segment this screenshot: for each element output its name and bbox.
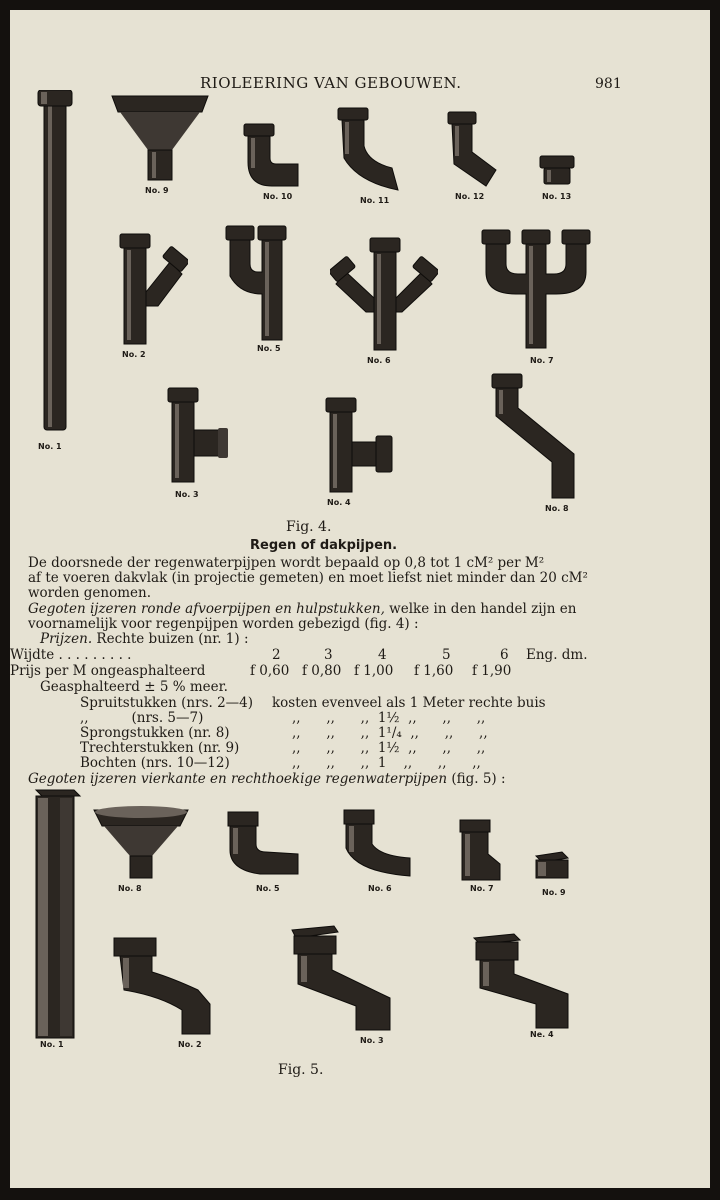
cast-pipes-line2: voornamelijk voor regenpijpen worden gebezigd (fig. 4) : (28, 616, 419, 632)
width-value: 2 (272, 647, 281, 663)
fig4-label-no1: No. 1 (38, 442, 62, 451)
tee-fitting-illustration (164, 386, 230, 486)
fig5-label-no7: No. 7 (470, 884, 494, 893)
cast-pipes-italic: Gegoten ijzeren ronde afvoerpijpen en hulpstukken, (28, 601, 385, 617)
width-value: 5 (442, 647, 451, 663)
fig5-label-no8: No. 8 (118, 884, 142, 893)
square-bend-illustration (336, 808, 418, 880)
fittings-list (80, 696, 700, 771)
width-label: Wijdte . . . . . . . . . (10, 647, 132, 663)
width-row (10, 648, 710, 664)
book-page (10, 10, 710, 1188)
fig5-label-no3: No. 3 (360, 1036, 384, 1045)
price-label: Prijs per M ongeasphalteerd (10, 663, 206, 679)
fig4-label-no2: No. 2 (122, 350, 146, 359)
fitting-price: ,, ,, ,, 1½ ,, ,, ,, (292, 710, 486, 726)
width-unit: Eng. dm. (526, 647, 588, 663)
square-pipe-illustration (30, 786, 86, 1042)
intro-line: De doorsnede der regenwaterpijpen wordt bepaald op 0,8 tot 1 cM² per M² (28, 555, 545, 571)
funnel-hopper-illustration (110, 94, 210, 184)
page-number: 981 (595, 76, 622, 92)
width-value: 3 (324, 647, 333, 663)
branch-fitting-illustration (108, 232, 188, 348)
fig4-label-no5: No. 5 (257, 344, 281, 353)
asphalt-note: Geasphalteerd ± 5 % meer. (40, 679, 228, 695)
fig4-label-no10: No. 10 (263, 192, 293, 201)
tee-fitting-illustration (322, 396, 394, 496)
section-heading: Regen of dakpijpen. (250, 538, 398, 553)
square-offset-illustration (110, 934, 214, 1038)
intro-line: worden genomen. (28, 585, 151, 601)
fittings-row (80, 756, 700, 771)
fittings-row (80, 726, 700, 741)
running-header: RIOLEERING VAN GEBOUWEN. (200, 74, 462, 92)
prices-label: Prijzen. (40, 631, 93, 647)
price-row (10, 664, 710, 680)
fitting-name: Spruitstukken (nrs. 2—4) (80, 695, 254, 711)
fitting-name: Bochten (nrs. 10—12) (80, 755, 230, 771)
square-bend-illustration (454, 818, 506, 884)
pipe-straight-illustration (32, 90, 78, 440)
fig4-label-no3: No. 3 (175, 490, 199, 499)
fig4-label-no13: No. 13 (542, 192, 572, 201)
y-branch-illustration (330, 236, 438, 354)
fig5-label-no1: No. 1 (40, 1040, 64, 1049)
bend-illustration (236, 122, 300, 190)
prices-label-rest: Rechte buizen (nr. 1) : (92, 631, 249, 647)
fig4-label-no9: No. 9 (145, 186, 169, 195)
fitting-name: ,, (nrs. 5—7) (80, 710, 204, 726)
offset-pipe-illustration (488, 372, 584, 502)
figure-5-caption: Fig. 5. (278, 1062, 324, 1078)
square-pipes-rest: (fig. 5) : (447, 771, 506, 787)
cast-pipes-paragraph (28, 602, 576, 647)
fitting-price: kosten evenveel als 1 Meter rechte buis (272, 695, 546, 711)
cast-pipes-rest: welke in den handel zijn en (384, 601, 577, 617)
fittings-row (80, 696, 700, 711)
double-branch-illustration (224, 224, 290, 344)
bend-illustration (444, 110, 504, 190)
fig4-label-no8: No. 8 (545, 504, 569, 513)
fig5-label-no9: No. 9 (542, 888, 566, 897)
fig4-label-no7: No. 7 (530, 356, 554, 365)
fig4-label-no4: No. 4 (327, 498, 351, 507)
square-bend-illustration (220, 810, 302, 878)
fitting-name: Trechterstukken (nr. 9) (80, 740, 240, 756)
fig5-label-no2: No. 2 (178, 1040, 202, 1049)
figure-4-caption: Fig. 4. (286, 519, 332, 535)
price-value: f 0,60 (250, 663, 290, 679)
rectangular-offset-illustration (286, 922, 398, 1034)
fittings-row (80, 711, 700, 726)
rectangular-offset-illustration (464, 930, 576, 1032)
fig4-label-no12: No. 12 (455, 192, 485, 201)
width-value: 6 (500, 647, 509, 663)
fitting-name: Sprongstukken (nr. 8) (80, 725, 230, 741)
fig4-label-no6: No. 6 (367, 356, 391, 365)
intro-paragraph (28, 556, 588, 601)
price-value: f 1,60 (414, 663, 454, 679)
fig4-label-no11: No. 11 (360, 196, 390, 205)
price-value: f 0,80 (302, 663, 342, 679)
fig5-label-no5: No. 5 (256, 884, 280, 893)
triple-branch-illustration (480, 228, 592, 354)
square-socket-illustration (532, 850, 572, 882)
price-value: f 1,90 (472, 663, 512, 679)
square-pipes-italic: Gegoten ijzeren vierkante en rechthoekige regenwaterpijpen (28, 771, 448, 787)
fig5-label-no6: No. 6 (368, 884, 392, 893)
fig5-label-no4: Ne. 4 (530, 1030, 554, 1039)
fitting-price: ,, ,, ,, 1½ ,, ,, ,, (292, 740, 486, 756)
socket-collar-illustration (538, 154, 578, 188)
bend-illustration (332, 106, 412, 196)
fittings-row (80, 741, 700, 756)
price-value: f 1,00 (354, 663, 394, 679)
fitting-price: ,, ,, ,, 1 ,, ,, ,, (292, 755, 481, 771)
intro-line: af te voeren dakvlak (in projectie gemeten) en moet liefst niet minder dan 20 cM² (28, 570, 588, 586)
fitting-price: ,, ,, ,, 1¹/₄ ,, ,, ,, (292, 725, 488, 741)
square-hopper-illustration (90, 800, 192, 882)
width-value: 4 (378, 647, 387, 663)
square-pipes-intro (28, 772, 506, 787)
